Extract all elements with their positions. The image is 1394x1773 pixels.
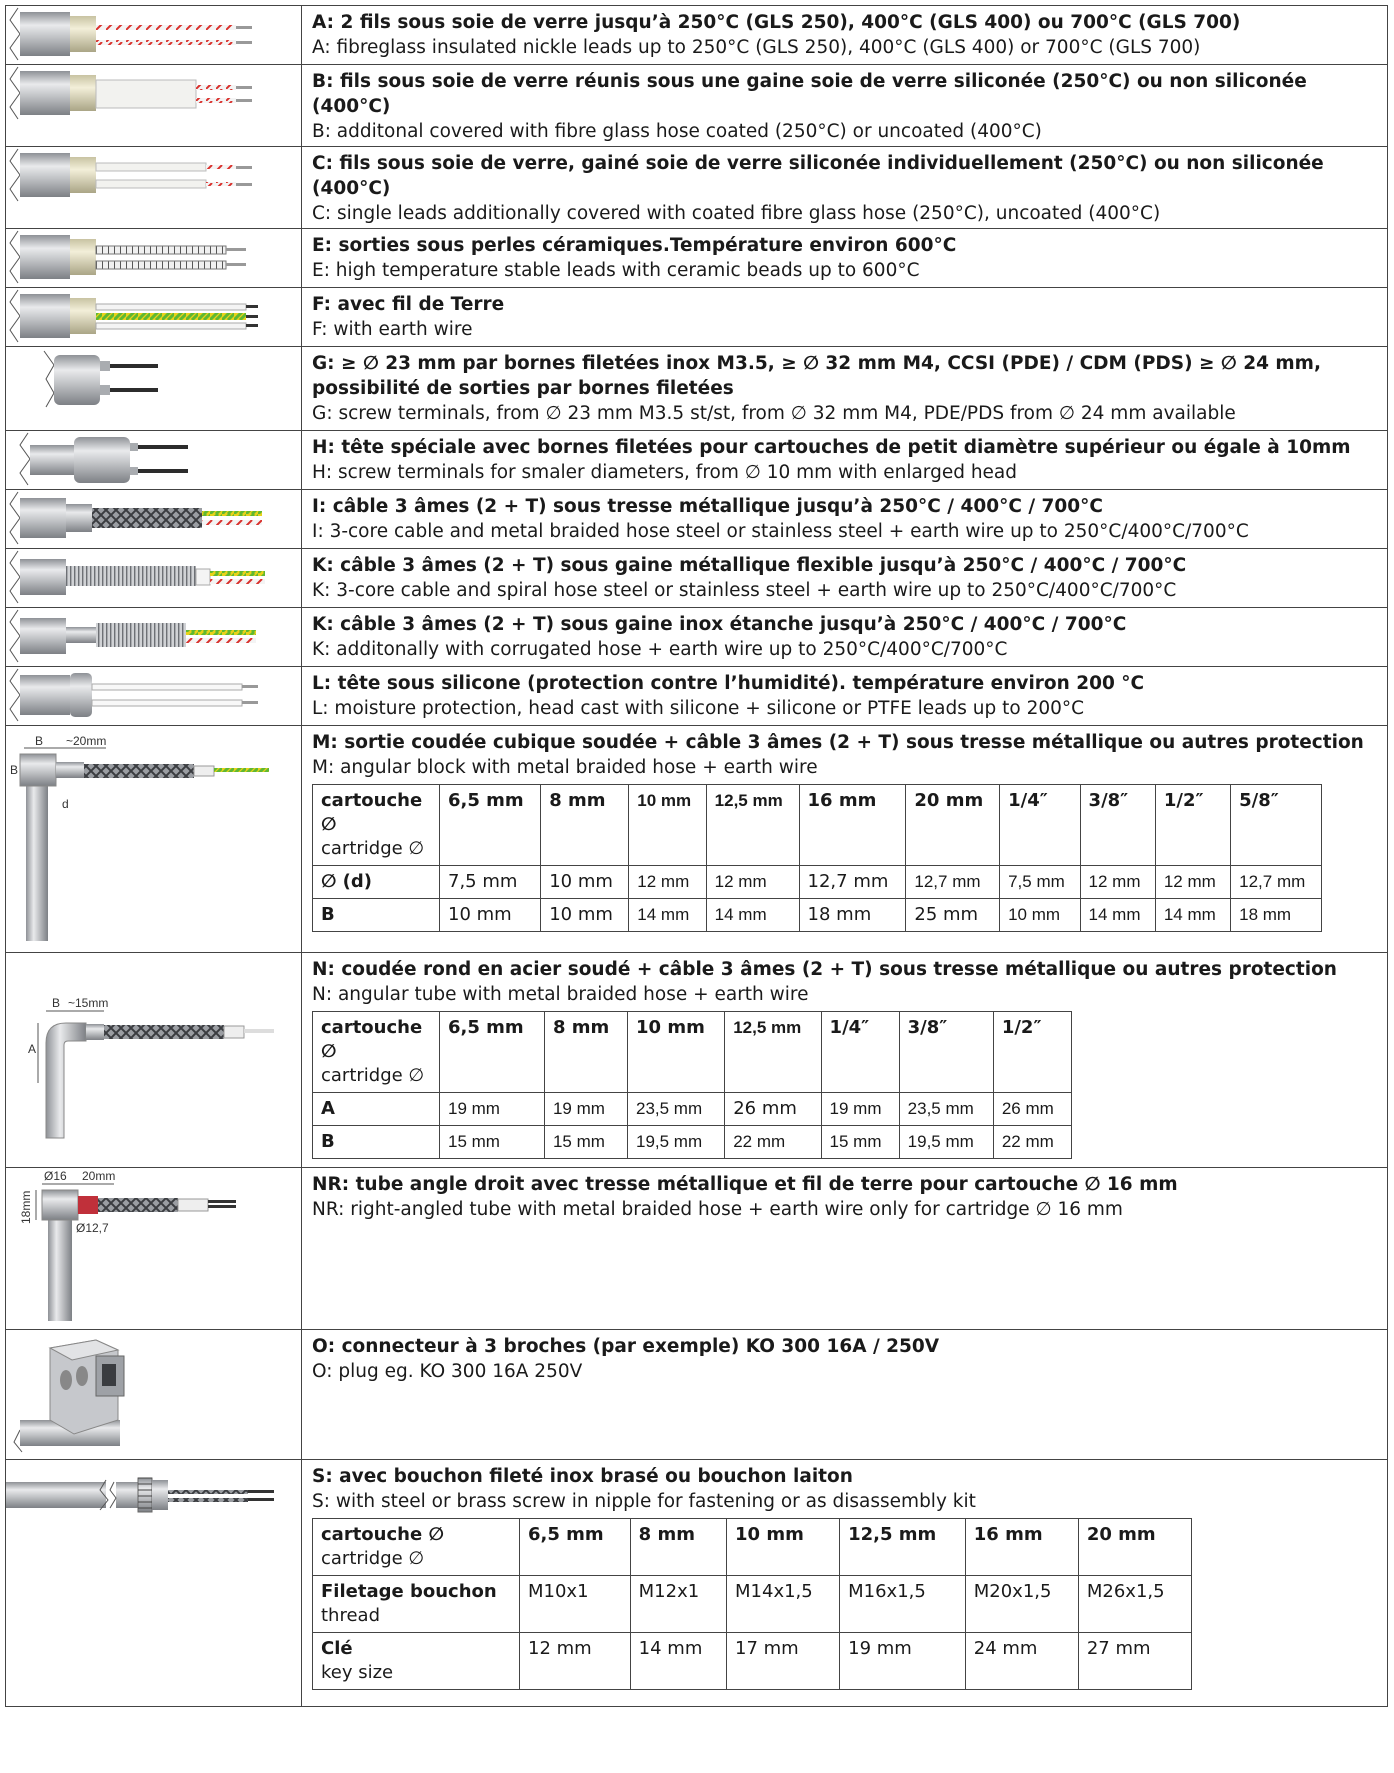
lead-figure-h bbox=[6, 431, 301, 487]
table-header-row bbox=[313, 785, 1322, 866]
french-title: B: fils sous soie de verre réunis sous une gaine soie de verre siliconée (250°C) ou non siliconée (400°C) bbox=[312, 71, 1307, 117]
table-cell: 22 mm bbox=[993, 1126, 1071, 1159]
text-cell bbox=[302, 288, 1388, 347]
french-title: M: sortie coudée cubique soudée + câble 3 âmes (2 + T) sous tresse métallique ou autres protection bbox=[312, 732, 1364, 753]
text-cell bbox=[302, 347, 1388, 431]
header-cell: 10 mm bbox=[628, 1012, 725, 1093]
table-row bbox=[313, 1633, 1192, 1690]
text-cell bbox=[302, 726, 1388, 953]
french-title: G: ≥ ∅ 23 mm par bornes filetées inox M3.5, ≥ ∅ 32 mm M4, CCSI (PDE) / CDM (PDS) ≥ ∅ 24 mm, possibilité de sorties par bornes filetées bbox=[312, 353, 1321, 399]
dim-height-label: 18mm bbox=[19, 1190, 33, 1224]
header-cell: 1/2″ bbox=[993, 1012, 1071, 1093]
header-fr: cartouche ∅ bbox=[321, 790, 423, 835]
header-cell: 1/4″ bbox=[1000, 785, 1080, 866]
french-title: L: tête sous silicone (protection contre l’humidité). température environ 200 °C bbox=[312, 673, 1145, 694]
lead-figure-f bbox=[6, 288, 301, 344]
text-cell bbox=[302, 431, 1388, 490]
table-cell: 12 mm bbox=[520, 1633, 631, 1690]
table-cell: 26 mm bbox=[725, 1093, 821, 1126]
figure-cell bbox=[6, 229, 302, 288]
table-cell: 27 mm bbox=[1078, 1633, 1191, 1690]
table-cell: 12,7 mm bbox=[1231, 866, 1322, 899]
figure-cell bbox=[6, 726, 302, 953]
figure-cell bbox=[6, 1330, 302, 1460]
table-cell: 12,7 mm bbox=[906, 866, 1000, 899]
figure-cell bbox=[6, 549, 302, 608]
row-label: A bbox=[313, 1093, 440, 1126]
french-title: K: câble 3 âmes (2 + T) sous gaine inox étanche jusqu’à 250°C / 400°C / 700°C bbox=[312, 614, 1127, 635]
figure-cell bbox=[6, 667, 302, 726]
header-cell: 20 mm bbox=[1078, 1519, 1191, 1576]
row-n bbox=[6, 953, 1388, 1168]
header-cell: 3/8″ bbox=[1080, 785, 1155, 866]
table-cell: 12 mm bbox=[706, 866, 799, 899]
table-cell: 19 mm bbox=[440, 1093, 545, 1126]
figure-cell bbox=[6, 1168, 302, 1330]
lead-figure-k1 bbox=[6, 549, 301, 605]
table-cell: M20x1,5 bbox=[965, 1576, 1078, 1633]
figure-cell bbox=[6, 1460, 302, 1707]
table-cell: 18 mm bbox=[1231, 899, 1322, 932]
header-cell: 10 mm bbox=[629, 785, 706, 866]
dim-b-label: B bbox=[35, 734, 44, 748]
header-en: cartridge ∅ bbox=[321, 838, 425, 859]
row-e bbox=[6, 229, 1388, 288]
table-cell: 23,5 mm bbox=[899, 1093, 993, 1126]
lead-figure-b bbox=[6, 65, 301, 121]
text-cell bbox=[302, 953, 1388, 1168]
row-i bbox=[6, 490, 1388, 549]
french-title: E: sorties sous perles céramiques.Température environ 600°C bbox=[312, 235, 957, 256]
english-title: I: 3-core cable and metal braided hose steel or stainless steel + earth wire up to 250°C/400°C/700°C bbox=[312, 521, 1249, 542]
header-cell: 10 mm bbox=[727, 1519, 840, 1576]
french-title: S: avec bouchon fileté inox brasé ou bouchon laiton bbox=[312, 1466, 853, 1487]
table-header-row bbox=[313, 1519, 1192, 1576]
table-row bbox=[313, 1576, 1192, 1633]
row-label: B bbox=[313, 1126, 440, 1159]
table-cell: 19,5 mm bbox=[899, 1126, 993, 1159]
lead-figure-c bbox=[6, 147, 301, 203]
row-label-en: key size bbox=[321, 1662, 394, 1683]
figure-cell bbox=[6, 6, 302, 65]
text-cell bbox=[302, 147, 1388, 229]
text-cell bbox=[302, 608, 1388, 667]
row-label bbox=[313, 1576, 520, 1633]
table-cell: 18 mm bbox=[799, 899, 906, 932]
english-title: C: single leads additionally covered with coated fibre glass hose (250°C), uncoated (400°C) bbox=[312, 203, 1161, 224]
figure-cell bbox=[6, 347, 302, 431]
row-o bbox=[6, 1330, 1388, 1460]
row-s bbox=[6, 1460, 1388, 1707]
table-row bbox=[313, 1093, 1072, 1126]
table-row bbox=[313, 866, 1322, 899]
header-cell: 12,5 mm bbox=[840, 1519, 966, 1576]
header-cell: 6,5 mm bbox=[440, 785, 541, 866]
row-label: ∅ (d) bbox=[313, 866, 440, 899]
english-title: K: 3-core cable and spiral hose steel or stainless steel + earth wire up to 250°C/400°C/700°C bbox=[312, 580, 1177, 601]
row-label bbox=[313, 1633, 520, 1690]
row-m bbox=[6, 726, 1388, 953]
row-k-flexible bbox=[6, 549, 1388, 608]
table-cell: 23,5 mm bbox=[628, 1093, 725, 1126]
header-en: cartridge ∅ bbox=[321, 1065, 425, 1086]
lead-figure-k2 bbox=[6, 608, 301, 664]
table-cell: 22 mm bbox=[725, 1126, 821, 1159]
text-cell bbox=[302, 490, 1388, 549]
table-row bbox=[313, 1126, 1072, 1159]
header-cell: 3/8″ bbox=[899, 1012, 993, 1093]
table-cell: 14 mm bbox=[629, 899, 706, 932]
table-cell: 17 mm bbox=[727, 1633, 840, 1690]
header-cell: 16 mm bbox=[965, 1519, 1078, 1576]
header-cell: 20 mm bbox=[906, 785, 1000, 866]
text-cell bbox=[302, 65, 1388, 147]
row-k-corrugated bbox=[6, 608, 1388, 667]
row-label-fr: Clé bbox=[321, 1638, 353, 1659]
english-title: H: screw terminals for smaler diameters, from ∅ 10 mm with enlarged head bbox=[312, 462, 1018, 483]
text-cell bbox=[302, 6, 1388, 65]
french-title: F: avec fil de Terre bbox=[312, 294, 505, 315]
table-cell: 19 mm bbox=[544, 1093, 627, 1126]
header-cell: 12,5 mm bbox=[706, 785, 799, 866]
figure-cell bbox=[6, 490, 302, 549]
header-cell: 6,5 mm bbox=[440, 1012, 545, 1093]
header-fr: cartouche ∅ bbox=[321, 1017, 423, 1062]
header-en: cartridge ∅ bbox=[321, 1548, 425, 1569]
dim-length-label: 20mm bbox=[82, 1169, 116, 1183]
header-cell: 8 mm bbox=[630, 1519, 726, 1576]
figure-cell bbox=[6, 147, 302, 229]
table-cell: 15 mm bbox=[821, 1126, 899, 1159]
dim-d-label: d bbox=[62, 797, 69, 811]
header-cell: 16 mm bbox=[799, 785, 906, 866]
header-cell: 5/8″ bbox=[1231, 785, 1322, 866]
french-title: N: coudée rond en acier soudé + câble 3 âmes (2 + T) sous tresse métallique ou autres protection bbox=[312, 959, 1337, 980]
french-title: H: tête spéciale avec bornes filetées pour cartouches de petit diamètre supérieur ou égale à 10mm bbox=[312, 437, 1351, 458]
text-cell bbox=[302, 229, 1388, 288]
row-f bbox=[6, 288, 1388, 347]
english-title: K: additonally with corrugated hose + earth wire up to 250°C/400°C/700°C bbox=[312, 639, 1008, 660]
table-cell: 25 mm bbox=[906, 899, 1000, 932]
english-title: E: high temperature stable leads with ceramic beads up to 600°C bbox=[312, 260, 920, 281]
header-label-cell bbox=[313, 1519, 520, 1576]
dim-a-label: A bbox=[28, 1042, 37, 1056]
row-nr bbox=[6, 1168, 1388, 1330]
header-fr: cartouche ∅ bbox=[321, 1524, 444, 1545]
lead-figure-g bbox=[6, 347, 301, 427]
dim-b-label: B bbox=[52, 996, 61, 1010]
row-label-en: thread bbox=[321, 1605, 381, 1626]
french-title: I: câble 3 âmes (2 + T) sous tresse métallique jusqu’à 250°C / 400°C / 700°C bbox=[312, 496, 1103, 517]
row-h bbox=[6, 431, 1388, 490]
row-a bbox=[6, 6, 1388, 65]
header-cell: 6,5 mm bbox=[520, 1519, 631, 1576]
table-cell: 10 mm bbox=[440, 899, 541, 932]
table-row bbox=[313, 899, 1322, 932]
french-title: C: fils sous soie de verre, gainé soie de verre siliconée individuellement (250°C) ou non siliconée (400°C) bbox=[312, 153, 1324, 199]
header-cell: 8 mm bbox=[541, 785, 629, 866]
lead-figure-l bbox=[6, 667, 301, 723]
table-cell: 24 mm bbox=[965, 1633, 1078, 1690]
dimension-table-s bbox=[312, 1518, 1192, 1690]
french-title: O: connecteur à 3 broches (par exemple) KO 300 16A / 250V bbox=[312, 1336, 940, 1357]
dim-b2-label: B bbox=[10, 763, 19, 777]
header-cell: 8 mm bbox=[544, 1012, 627, 1093]
dim-length-label: ~15mm bbox=[68, 996, 109, 1010]
french-title: NR: tube angle droit avec tresse métallique et fil de terre pour cartouche ∅ 16 mm bbox=[312, 1174, 1178, 1195]
english-title: G: screw terminals, from ∅ 23 mm M3.5 st/st, from ∅ 32 mm M4, PDE/PDS from ∅ 24 mm available bbox=[312, 403, 1236, 424]
text-cell bbox=[302, 667, 1388, 726]
table-cell: M10x1 bbox=[520, 1576, 631, 1633]
table-cell: 10 mm bbox=[541, 899, 629, 932]
screw-nipple-figure bbox=[6, 1460, 301, 1700]
table-header-row bbox=[313, 1012, 1072, 1093]
text-cell bbox=[302, 1460, 1388, 1707]
header-label-cell bbox=[313, 785, 440, 866]
dimension-table-m bbox=[312, 784, 1322, 932]
table-cell: 12,7 mm bbox=[799, 866, 906, 899]
table-cell: M26x1,5 bbox=[1078, 1576, 1191, 1633]
dim-d16-label: Ø16 bbox=[44, 1169, 67, 1183]
figure-cell bbox=[6, 288, 302, 347]
table-cell: M16x1,5 bbox=[840, 1576, 966, 1633]
row-g bbox=[6, 347, 1388, 431]
lead-figure-i bbox=[6, 490, 301, 546]
english-title: N: angular tube with metal braided hose + earth wire bbox=[312, 984, 809, 1005]
table-cell: 14 mm bbox=[630, 1633, 726, 1690]
dim-length-label: ~20mm bbox=[66, 734, 107, 748]
text-cell bbox=[302, 1330, 1388, 1460]
lead-figure-a bbox=[6, 6, 301, 62]
english-title: B: additonal covered with fibre glass hose coated (250°C) or uncoated (400°C) bbox=[312, 121, 1042, 142]
row-b bbox=[6, 65, 1388, 147]
english-title: S: with steel or brass screw in nipple for fastening or as disassembly kit bbox=[312, 1491, 976, 1512]
french-title: K: câble 3 âmes (2 + T) sous gaine métallique flexible jusqu’à 250°C / 400°C / 700°C bbox=[312, 555, 1187, 576]
lead-figure-e bbox=[6, 229, 301, 285]
lead-options-table bbox=[5, 5, 1388, 1707]
angular-tube-figure bbox=[6, 953, 301, 1163]
row-label-fr: Filetage bouchon bbox=[321, 1581, 497, 1602]
figure-cell bbox=[6, 431, 302, 490]
table-cell: M12x1 bbox=[630, 1576, 726, 1633]
french-title: A: 2 fils sous soie de verre jusqu’à 250°C (GLS 250), 400°C (GLS 400) ou 700°C (GLS 700) bbox=[312, 12, 1241, 33]
figure-cell bbox=[6, 65, 302, 147]
table-cell: 19 mm bbox=[821, 1093, 899, 1126]
table-cell: 14 mm bbox=[1080, 899, 1155, 932]
row-c bbox=[6, 147, 1388, 229]
figure-cell bbox=[6, 608, 302, 667]
text-cell bbox=[302, 549, 1388, 608]
table-cell: 12 mm bbox=[1080, 866, 1155, 899]
dim-d127-label: Ø12,7 bbox=[76, 1221, 109, 1235]
table-cell: 12 mm bbox=[629, 866, 706, 899]
table-cell: 7,5 mm bbox=[440, 866, 541, 899]
table-cell: 26 mm bbox=[993, 1093, 1071, 1126]
header-label-cell bbox=[313, 1012, 440, 1093]
plug-figure bbox=[6, 1330, 301, 1456]
row-l bbox=[6, 667, 1388, 726]
header-cell: 1/2″ bbox=[1155, 785, 1230, 866]
table-cell: M14x1,5 bbox=[727, 1576, 840, 1633]
table-cell: 15 mm bbox=[544, 1126, 627, 1159]
table-cell: 14 mm bbox=[706, 899, 799, 932]
table-cell: 15 mm bbox=[440, 1126, 545, 1159]
table-cell: 14 mm bbox=[1155, 899, 1230, 932]
english-title: M: angular block with metal braided hose + earth wire bbox=[312, 757, 818, 778]
header-cell: 1/4″ bbox=[821, 1012, 899, 1093]
english-title: F: with earth wire bbox=[312, 319, 473, 340]
english-title: O: plug eg. KO 300 16A 250V bbox=[312, 1361, 583, 1382]
english-title: NR: right-angled tube with metal braided hose + earth wire only for cartridge ∅ 16 mm bbox=[312, 1199, 1123, 1220]
text-cell bbox=[302, 1168, 1388, 1330]
row-label: B bbox=[313, 899, 440, 932]
table-cell: 10 mm bbox=[1000, 899, 1080, 932]
angular-block-figure bbox=[6, 726, 301, 946]
table-cell: 19 mm bbox=[840, 1633, 966, 1690]
header-cell: 12,5 mm bbox=[725, 1012, 821, 1093]
right-angled-tube-figure bbox=[6, 1168, 301, 1326]
table-cell: 7,5 mm bbox=[1000, 866, 1080, 899]
table-cell: 10 mm bbox=[541, 866, 629, 899]
table-cell: 12 mm bbox=[1155, 866, 1230, 899]
english-title: A: fibreglass insulated nickle leads up to 250°C (GLS 250), 400°C (GLS 400) or 700°C (GLS 700) bbox=[312, 37, 1201, 58]
english-title: L: moisture protection, head cast with silicone + silicone or PTFE leads up to 200°C bbox=[312, 698, 1085, 719]
dimension-table-n bbox=[312, 1011, 1072, 1159]
figure-cell bbox=[6, 953, 302, 1168]
table-cell: 19,5 mm bbox=[628, 1126, 725, 1159]
